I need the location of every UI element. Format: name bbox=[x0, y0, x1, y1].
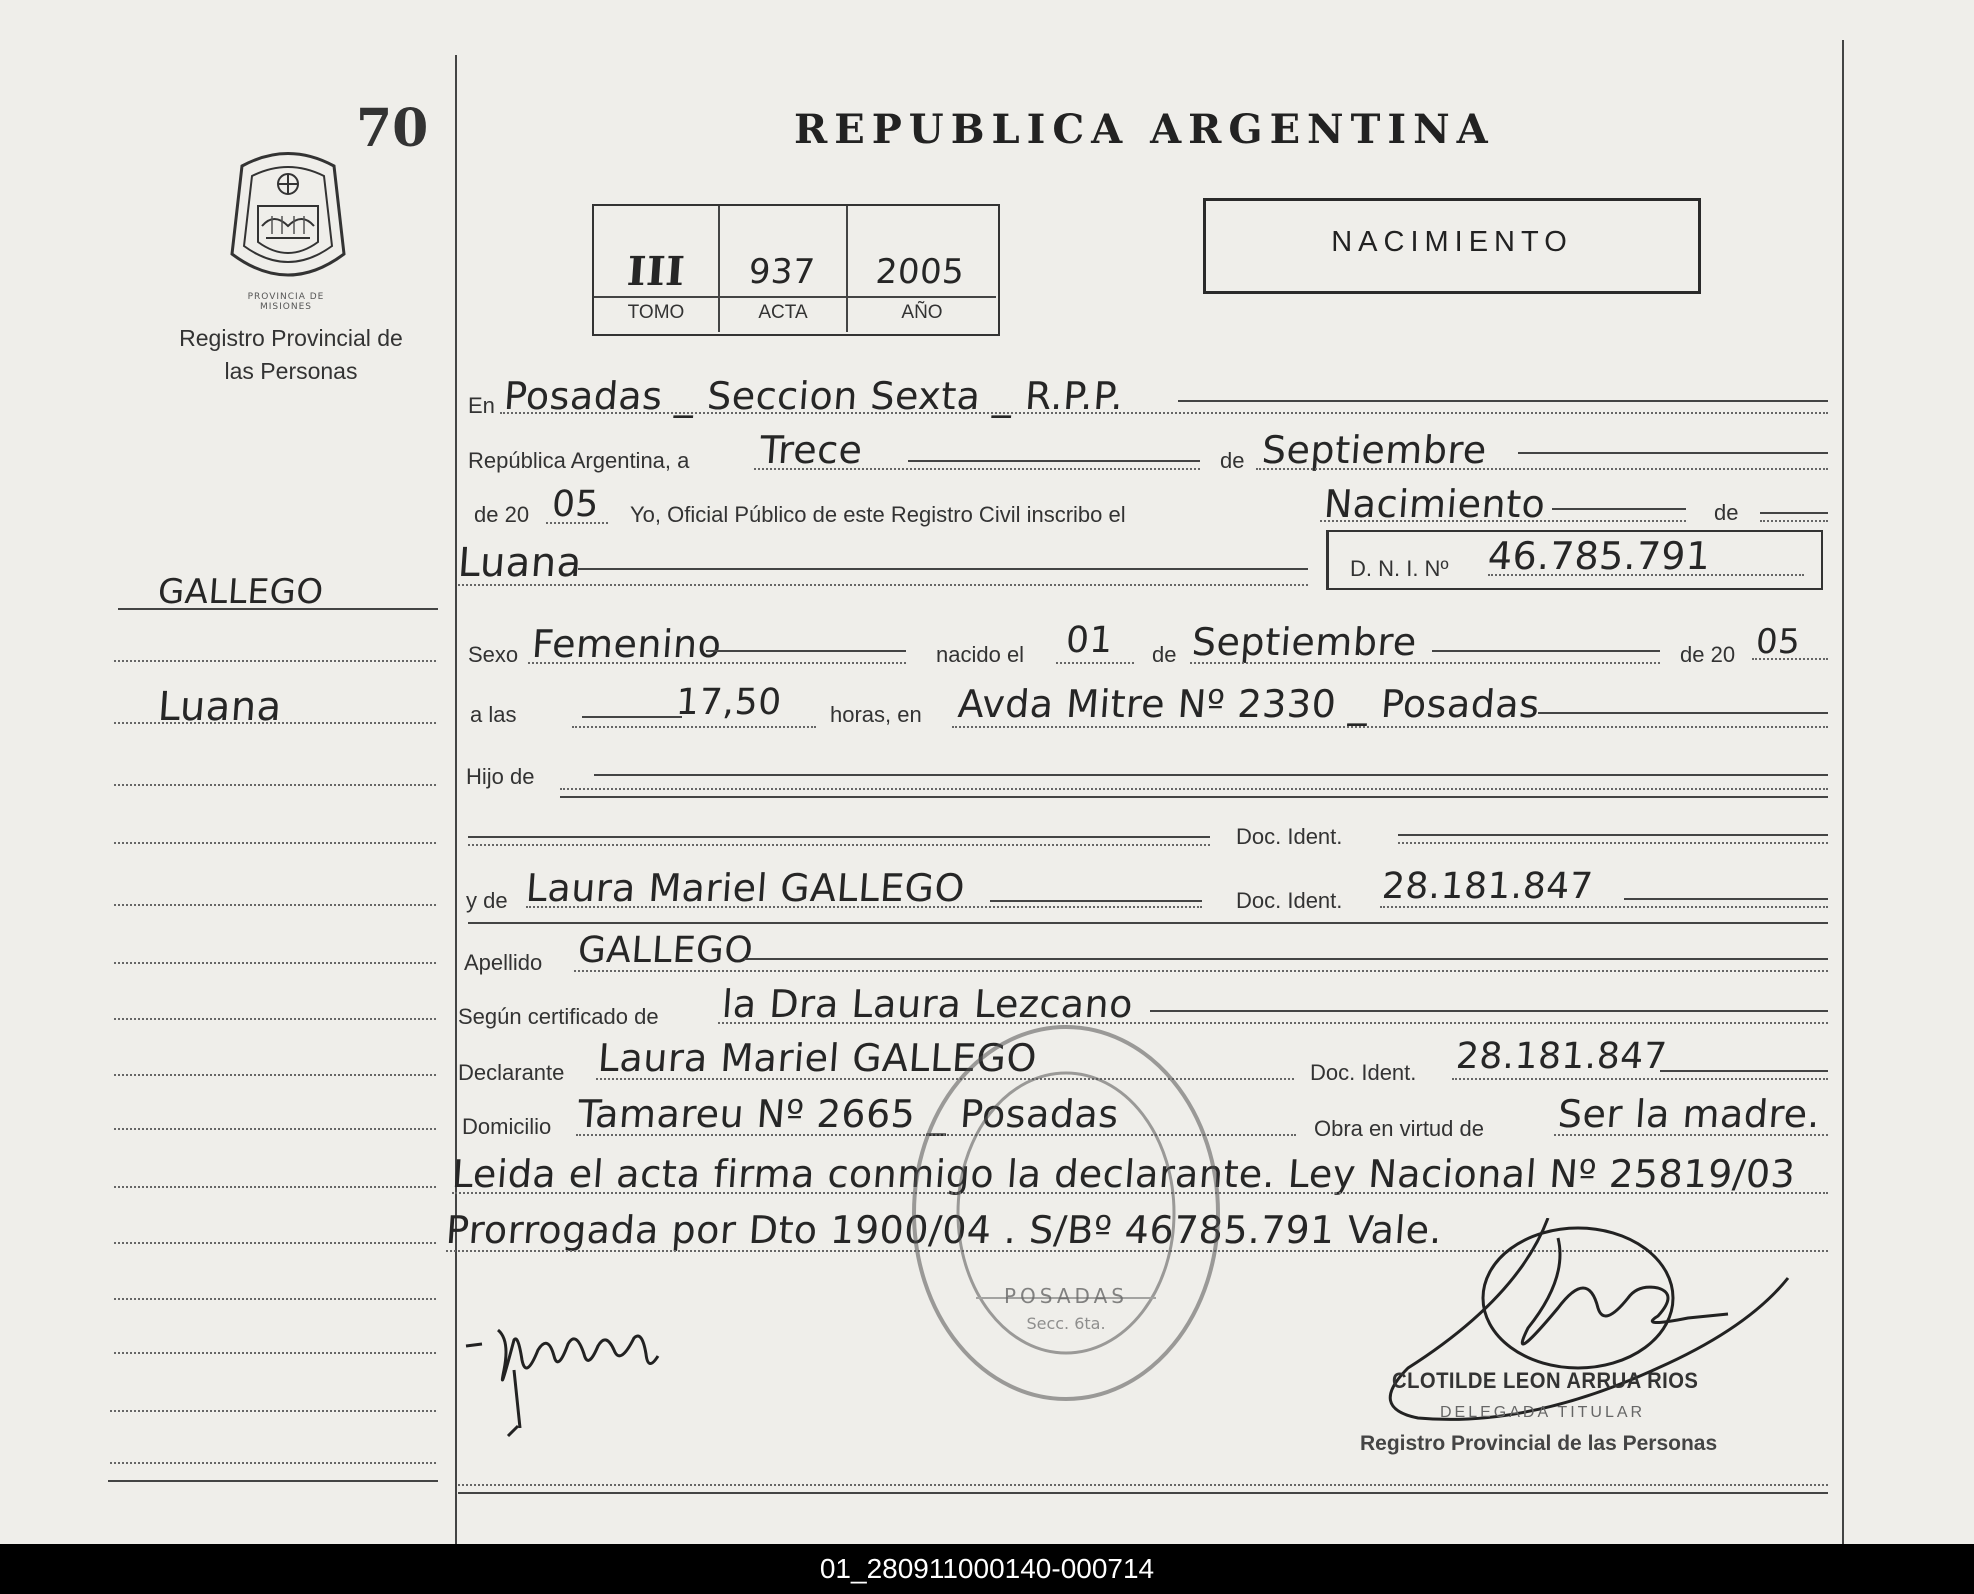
official-role: DELEGADA TITULAR bbox=[1440, 1404, 1646, 1421]
field-lugar-nacimiento: Avda Mitre Nº 2330 _ Posadas bbox=[956, 682, 1542, 726]
margin-line bbox=[114, 784, 436, 786]
field-lugar: Posadas _ Seccion Sexta _ R.P.P. bbox=[502, 374, 1126, 418]
label-de-3: de bbox=[1152, 642, 1177, 667]
label-republica: República Argentina, a bbox=[468, 448, 690, 473]
margin-line bbox=[114, 1186, 436, 1188]
official-signature-icon bbox=[1368, 1218, 1828, 1458]
province-seal-icon bbox=[222, 146, 354, 294]
field-domicilio: Tamareu Nº 2665 _ Posadas bbox=[576, 1092, 1121, 1136]
margin-line bbox=[114, 1074, 436, 1076]
label-sexo: Sexo bbox=[468, 642, 519, 667]
acta-value: 937 bbox=[747, 252, 817, 292]
rule bbox=[1760, 520, 1828, 522]
rule bbox=[1488, 574, 1804, 576]
doc-type: NACIMIENTO bbox=[1331, 226, 1573, 258]
margin-line bbox=[114, 1352, 436, 1354]
field-anio-inscripcion: 05 bbox=[550, 484, 601, 525]
field-acto: Nacimiento bbox=[1322, 482, 1547, 526]
label-doc-ident-declarante: Doc. Ident. bbox=[1310, 1060, 1417, 1085]
rule bbox=[458, 1492, 1828, 1494]
margin-line bbox=[114, 1242, 436, 1244]
rule bbox=[744, 958, 1828, 960]
rule bbox=[718, 1022, 1828, 1024]
field-dia-nacimiento: 01 bbox=[1064, 620, 1115, 661]
rule bbox=[1056, 662, 1134, 664]
record-box-rule bbox=[594, 296, 996, 298]
rule bbox=[594, 774, 1828, 776]
rule bbox=[1554, 1134, 1828, 1136]
field-nombre: Luana bbox=[456, 540, 584, 586]
field-certificado: la Dra Laura Lezcano bbox=[720, 982, 1135, 1026]
rule bbox=[560, 788, 1828, 790]
right-border bbox=[1842, 40, 1844, 1544]
rule bbox=[754, 468, 1200, 470]
rule bbox=[458, 1484, 1828, 1486]
rule bbox=[574, 970, 1828, 972]
label-de-20: de 20 bbox=[474, 502, 530, 527]
field-dni: 46.785.791 bbox=[1486, 534, 1713, 578]
rule bbox=[1752, 658, 1828, 660]
label-y-de: y de bbox=[466, 888, 508, 913]
rule bbox=[572, 726, 816, 728]
anio-value: 2005 bbox=[874, 252, 966, 292]
official-registry: Registro Provincial de las Personas bbox=[1360, 1432, 1718, 1455]
rule bbox=[1518, 452, 1828, 454]
field-hora: 17,50 bbox=[674, 682, 783, 723]
label-de: de bbox=[1220, 448, 1245, 473]
label-de-2: de bbox=[1714, 500, 1739, 525]
label-doc-ident-padre: Doc. Ident. bbox=[1236, 824, 1343, 849]
field-anio-nacimiento: 05 bbox=[1754, 622, 1802, 662]
rule bbox=[1452, 1078, 1828, 1080]
rule bbox=[1538, 712, 1828, 714]
field-mes-inscripcion: Septiembre bbox=[1260, 428, 1489, 472]
official-stamp-icon bbox=[906, 1018, 1226, 1408]
note-line-2: Prorrogada por Dto 1900/04 . S/Bº 46785.791 Vale. bbox=[444, 1208, 1444, 1252]
field-sexo: Femenino bbox=[530, 622, 724, 666]
rule bbox=[500, 412, 1828, 414]
tomo-label: TOMO bbox=[627, 302, 685, 323]
stamp-section: Secc. 6ta. bbox=[1026, 1314, 1106, 1333]
rule bbox=[560, 796, 1828, 798]
field-dia-letras: Trece bbox=[758, 428, 865, 472]
rule bbox=[546, 522, 608, 524]
margin-line bbox=[114, 1018, 436, 1020]
rule bbox=[468, 836, 1210, 838]
label-horas-en: horas, en bbox=[830, 702, 922, 727]
margin-line bbox=[114, 904, 436, 906]
note-line-1: Leida el acta firma conmigo la declarante. Ley Nacional Nº 25819/03 bbox=[450, 1152, 1797, 1196]
label-de-20-2: de 20 bbox=[1680, 642, 1736, 667]
label-doc-ident-madre: Doc. Ident. bbox=[1236, 888, 1343, 913]
declarant-signature-icon bbox=[458, 1310, 678, 1440]
field-mes-nacimiento: Septiembre bbox=[1190, 620, 1419, 664]
margin-line bbox=[108, 1480, 438, 1482]
rule bbox=[526, 906, 1202, 908]
rule bbox=[1660, 1070, 1828, 1072]
label-domicilio: Domicilio bbox=[462, 1114, 552, 1139]
margin-line bbox=[114, 1298, 436, 1300]
margin-line bbox=[114, 1128, 436, 1130]
rule bbox=[908, 460, 1200, 462]
margin-given-name: Luana bbox=[156, 684, 284, 730]
official-name: CLOTILDE LEON ARRUA RIOS bbox=[1392, 1368, 1699, 1393]
margin-line bbox=[114, 962, 436, 964]
label-obra-en-virtud: Obra en virtud de bbox=[1314, 1116, 1484, 1141]
rule bbox=[1398, 834, 1828, 836]
margin-line bbox=[114, 842, 436, 844]
acta-label: ACTA bbox=[758, 302, 808, 323]
field-apellido: GALLEGO bbox=[576, 930, 755, 971]
rule bbox=[582, 716, 682, 718]
field-madre: Laura Mariel GALLEGO bbox=[524, 866, 967, 910]
field-declarante-doc: 28.181.847 bbox=[1454, 1036, 1669, 1077]
label-declarante: Declarante bbox=[458, 1060, 565, 1085]
stamp-city: POSADAS bbox=[1004, 1284, 1128, 1308]
label-segun-certificado: Según certificado de bbox=[458, 1004, 659, 1029]
province-seal-text: PROVINCIA DE MISIONES bbox=[247, 292, 325, 312]
label-hijo-de: Hijo de bbox=[466, 764, 535, 789]
rule bbox=[468, 844, 1210, 846]
rule bbox=[458, 584, 1308, 586]
label-a-las: a las bbox=[470, 702, 517, 727]
label-nacido-el: nacido el bbox=[936, 642, 1025, 667]
rule bbox=[1320, 520, 1686, 522]
page-number: 70 bbox=[356, 98, 429, 159]
margin-divider bbox=[455, 55, 457, 1544]
rule bbox=[468, 922, 1828, 924]
margin-line bbox=[110, 1462, 436, 1464]
field-declarante: Laura Mariel GALLEGO bbox=[596, 1036, 1039, 1080]
margin-line bbox=[110, 1410, 436, 1412]
label-yo-oficial: Yo, Oficial Público de este Registro Civil inscribo el bbox=[630, 502, 1126, 527]
margin-line bbox=[114, 660, 436, 662]
rule bbox=[1432, 650, 1660, 652]
rule bbox=[706, 650, 906, 652]
tomo-value: III bbox=[625, 248, 687, 295]
rule bbox=[1380, 906, 1828, 908]
rule bbox=[990, 900, 1202, 902]
rule bbox=[528, 662, 906, 664]
rule bbox=[578, 568, 1308, 570]
footer-image-id: 01_280911000140-000714 bbox=[0, 1544, 1974, 1594]
rule bbox=[952, 726, 1828, 728]
label-apellido: Apellido bbox=[464, 950, 543, 975]
field-obra-en-virtud: Ser la madre. bbox=[1556, 1092, 1822, 1136]
rule bbox=[1178, 400, 1828, 402]
rule bbox=[1760, 512, 1828, 514]
rule bbox=[1256, 468, 1828, 470]
country-title: REPUBLICA ARGENTINA bbox=[794, 106, 1495, 153]
rule bbox=[1624, 898, 1828, 900]
anio-label: AÑO bbox=[901, 302, 943, 323]
field-madre-doc: 28.181.847 bbox=[1380, 866, 1595, 907]
label-dni: D. N. I. Nº bbox=[1350, 556, 1449, 581]
rule bbox=[1552, 508, 1686, 510]
margin-surname: GALLEGO bbox=[156, 572, 325, 612]
record-box-divider bbox=[718, 206, 720, 332]
registry-name: Registro Provincial de las Personas bbox=[179, 325, 403, 384]
rule bbox=[1398, 842, 1828, 844]
record-box-divider bbox=[846, 206, 848, 332]
label-en: En bbox=[468, 393, 495, 418]
rule bbox=[1150, 1010, 1828, 1012]
rule bbox=[1190, 662, 1660, 664]
